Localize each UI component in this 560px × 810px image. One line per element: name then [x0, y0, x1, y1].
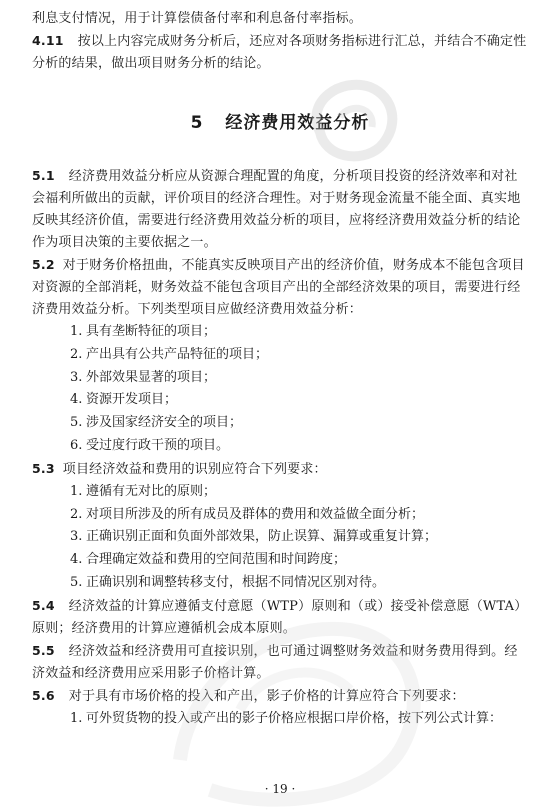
watermark-logo-icon [300, 72, 410, 167]
section-5-3 [32, 458, 528, 481]
list-item: 5. 涉及国家经济安全的项目； [70, 415, 243, 431]
section-text: 对于财务价格扭曲，不能真实反映项目产出的经济价值，财务成本不能包含项目对资源的全部消耗，财务效益不能包含项目产出的全部经济效果的项目，需要进行经济费用效益分析。下列类型项目应做经济费用效益分析： [32, 258, 525, 317]
section-number: 4.11 [32, 33, 64, 48]
list-item: 3. 正确识别正面和负面外部效果，防止误算、漏算或重复计算； [70, 529, 438, 545]
chapter-number: 5 [190, 113, 204, 133]
list-item: 5. 正确识别和调整转移支付，根据不同情况区别对待。 [70, 574, 386, 590]
section-number: 5.3 [32, 460, 55, 476]
page-number: · 19 · [264, 782, 296, 796]
list-item: 3. 外部效果显著的项目； [70, 369, 217, 385]
continuation-text: 利息支付情况，用于计算偿债备付率和利息备付率指标。 [32, 11, 363, 26]
list-item: 1. 具有垄断特征的项目； [70, 324, 217, 339]
section-number: 5.1 [32, 168, 55, 183]
section-number: 5.4 [32, 597, 55, 613]
section-text: 按以上内容完成财务分析后，还应对各项财务指标进行汇总，并结合不确定性分析的结果，做出项目财务分析的结论。 [32, 34, 527, 71]
list-item: 4. 合理确定效益和费用的空间范围和时间跨度； [70, 552, 347, 568]
continuation-paragraph [32, 8, 528, 30]
list-item: 1. 遵循有无对比的原则； [70, 483, 217, 499]
section-5-2 [32, 254, 528, 321]
section-5-1 [32, 165, 528, 254]
section-number: 5.2 [32, 257, 55, 272]
section-text: 经济效益和经济费用可直接识别，也可通过调整财务效益和财务费用得到。经济效益和经济费用应采用影子价格计算。 [32, 643, 518, 681]
section-text: 经济费用效益分析应从资源合理配置的角度，分析项目投资的经济效率和对社会福利所做出的贡献，评价项目的经济合理性。对于财务现金流量不能全面、真实地反映其经济价值，需要进行经济费用效益分析的项目，应将经济费用效益分析的结论作为项目决策的主要依据之一。 [32, 169, 521, 250]
list-item: 2. 产出具有公共产品特征的项目； [70, 346, 269, 362]
list-item: 6. 受过度行政干预的项目。 [70, 437, 230, 453]
section-4-11 [32, 30, 528, 75]
list-item: 2. 对项目所涉及的所有成员及群体的费用和效益做全面分析； [70, 506, 425, 522]
section-text: 经济效益的计算应遵循支付意愿（WTP）原则和（或）接受补偿意愿（WTA）原则；经济费用的计算应遵循机会成本原则。 [32, 598, 528, 636]
watermark-stamp-icon [150, 560, 440, 810]
section-number: 5.5 [32, 642, 55, 658]
chapter-title: 经济费用效益分析 [225, 113, 370, 133]
section-number: 5.6 [32, 687, 55, 703]
list-item: 4. 资源开发项目； [70, 392, 178, 408]
chapter-heading [32, 111, 528, 135]
list-5-2 [32, 321, 528, 458]
list-item: 1. 可外贸货物的投入或产出的影子价格应根据口岸价格，按下列公式计算： [70, 710, 503, 726]
section-text: 项目经济效益和费用的识别应符合下列要求： [62, 461, 327, 477]
section-text: 对于具有市场价格的投入和产出，影子价格的计算应符合下列要求： [68, 688, 465, 704]
